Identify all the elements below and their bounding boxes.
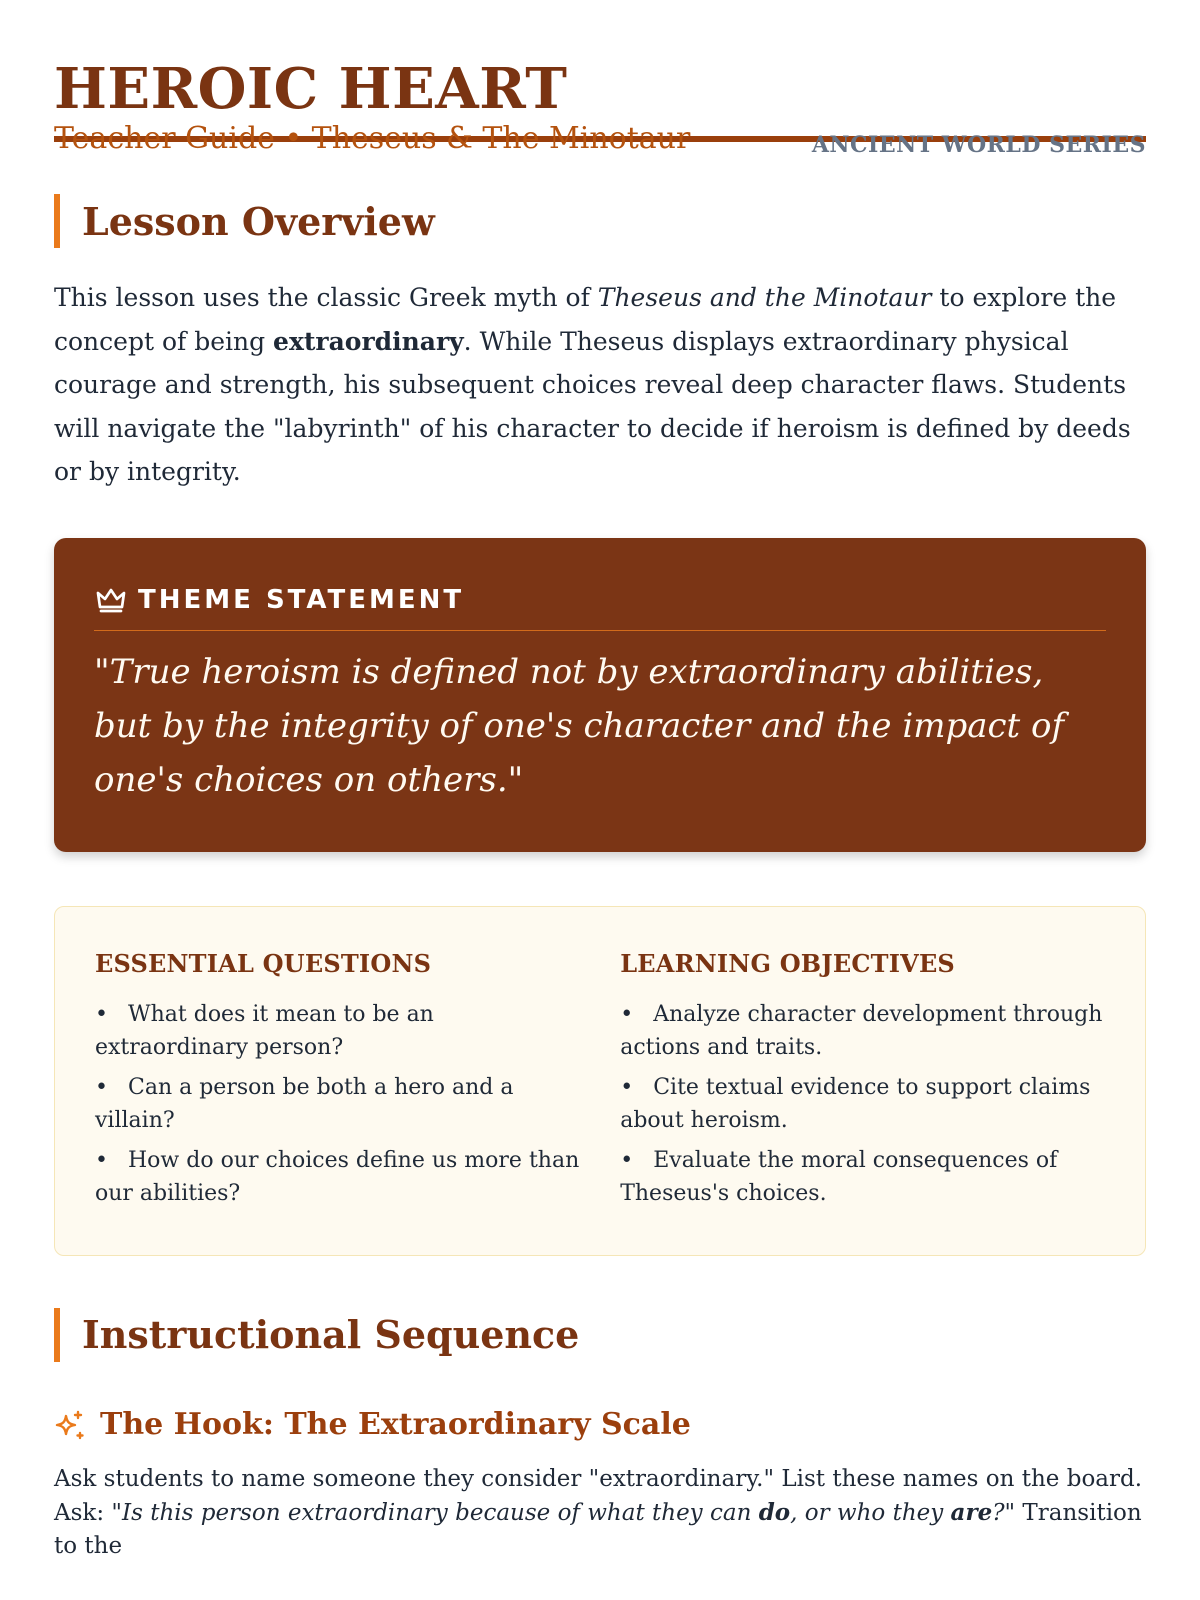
theme-statement-card: [54, 538, 1146, 852]
overview-text-part-2: to explore the concept of being: [54, 283, 1117, 356]
learning-objectives-list: [620, 998, 1105, 1210]
essential-question-item: • How do our choices define us more than our abilities?: [95, 1144, 580, 1210]
bullet-icon: •: [620, 1147, 634, 1173]
theme-statement-quote: "True heroism is defined not by extraordinary abilities, but by the integrity of one's character and the impact of one's choices on others.": [94, 651, 1065, 800]
overview-text-part-1: This lesson uses the classic Greek myth of: [54, 283, 598, 312]
learning-objective-item: • Evaluate the moral consequences of Theseus's choices.: [620, 1144, 1105, 1210]
bullet-icon: •: [95, 1074, 108, 1100]
theme-statement-label: THEME STATEMENT: [138, 584, 465, 615]
learning-objectives-column: [620, 949, 1105, 1255]
instructional-sequence-heading: Instructional Sequence: [54, 1308, 1146, 1362]
bullet-icon: •: [95, 1147, 108, 1173]
crown-icon: [94, 583, 128, 617]
essential-question-item: • What does it mean to be an extraordinary person?: [95, 998, 580, 1064]
myth-title: Theseus and the Minotaur: [597, 283, 932, 312]
extraordinary-keyword: extraordinary: [273, 326, 464, 356]
overview-text-part-3: . While Theseus displays extraordinary physical courage and strength, his subsequent choices reveal deep character flaws. Students will navigate the "labyrinth" of his character to decide if heroism is defined by deeds or by integrity.: [54, 326, 1131, 486]
bullet-icon: •: [620, 1001, 634, 1027]
theme-statement-label-row: [94, 580, 1106, 631]
bullet-icon: •: [95, 1001, 108, 1027]
document-header: [54, 0, 1146, 158]
hook-heading: The Hook: The Extraordinary Scale: [100, 1407, 691, 1442]
lesson-overview-heading: Lesson Overview: [54, 194, 1146, 248]
bullet-icon: •: [620, 1074, 634, 1100]
learning-objectives-heading: LEARNING OBJECTIVES: [620, 948, 955, 978]
series-label: ANCIENT WORLD SERIES: [811, 132, 1146, 158]
learning-objective-item: • Cite textual evidence to support claims about heroism.: [620, 1071, 1105, 1137]
essential-questions-heading: ESSENTIAL QUESTIONS: [95, 948, 432, 978]
essential-questions-list: [95, 998, 580, 1210]
lesson-overview-text: [54, 276, 1146, 494]
hook-description: Ask students to name someone they consider "extraordinary." List these names on the board. Ask: "Is this person extraordinary because of what they can do, or who they are?" Transition to the: [54, 1465, 1143, 1559]
learning-objective-item: • Analyze character development through actions and traits.: [620, 998, 1105, 1064]
document-title: HEROIC HEART: [54, 56, 568, 122]
hook-heading-row: [54, 1406, 1146, 1444]
document-subtitle: Teacher Guide • Theseus & The Minotaur: [54, 121, 691, 156]
sparkles-icon: [54, 1409, 86, 1441]
essential-question-item: • Can a person be both a hero and a villain?: [95, 1071, 580, 1137]
essential-questions-column: [95, 949, 580, 1255]
questions-objectives-box: [54, 906, 1146, 1256]
